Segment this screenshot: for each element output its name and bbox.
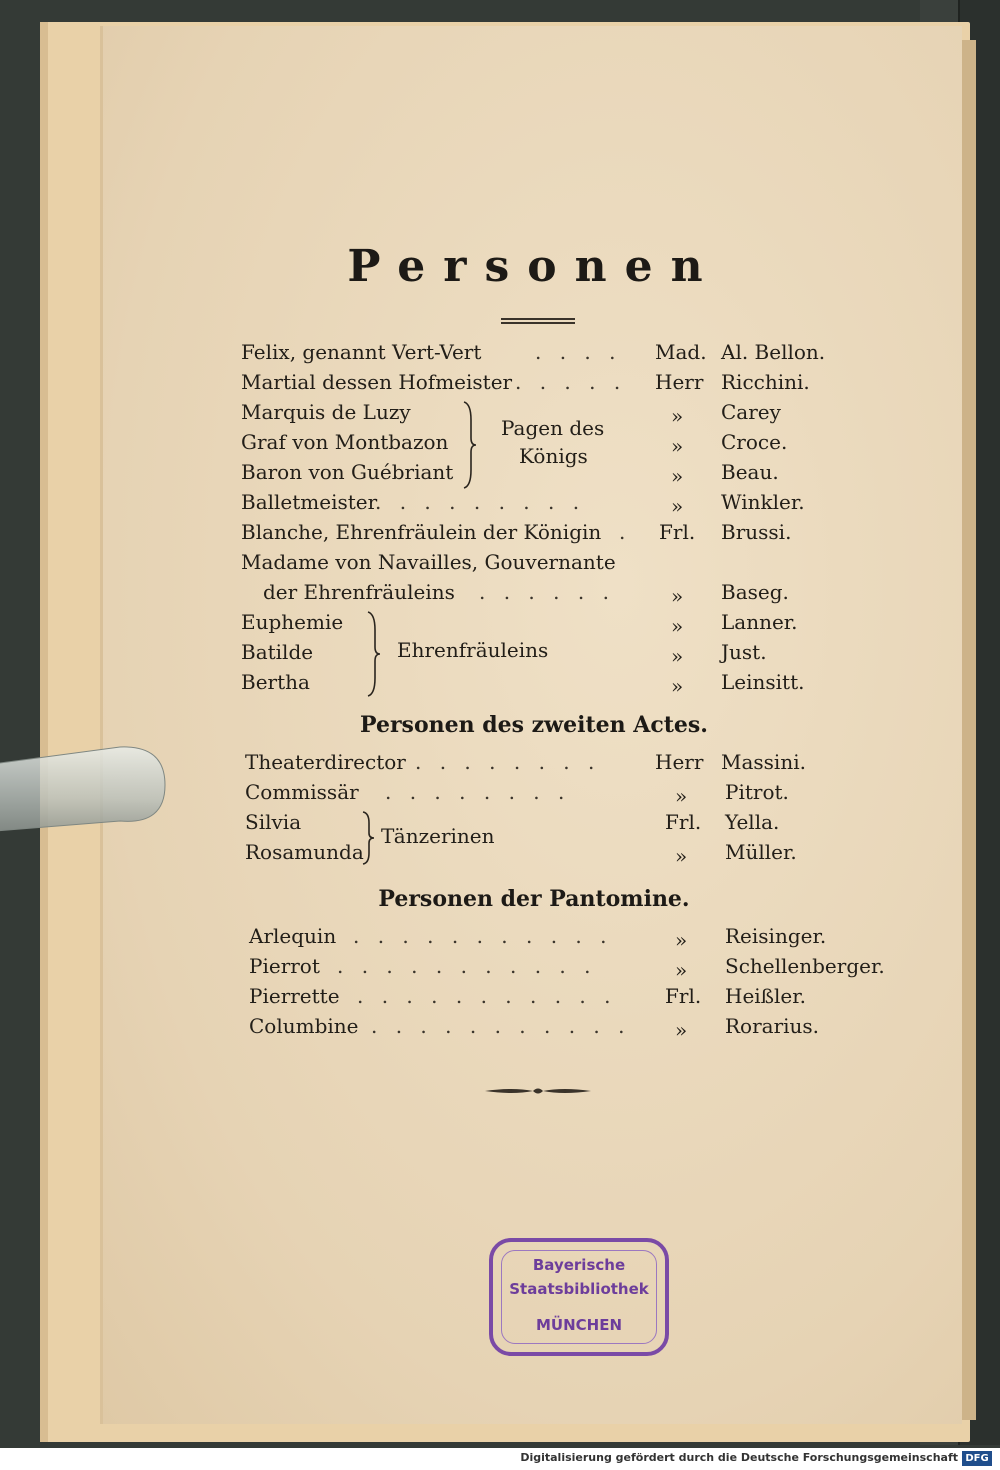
group-pages-line1: Pagen des	[501, 416, 605, 440]
document-page	[100, 26, 962, 1424]
act2-actor-1: Massini.	[721, 750, 806, 774]
group-pages-line2: Königs	[519, 444, 588, 468]
act2-title-2: »	[675, 784, 688, 808]
act2-title-4: »	[675, 844, 688, 868]
cast-role-3: Marquis de Luzy	[241, 400, 411, 424]
cast-title-3: »	[671, 404, 684, 428]
leader-dots: . . . . . . . . . . .	[353, 924, 613, 948]
panto-title-4: »	[675, 1018, 688, 1042]
cast-title-5: »	[671, 464, 684, 488]
stamp-line-2: Staatsbibliothek	[509, 1280, 649, 1298]
cast-actor-2: Ricchini.	[721, 370, 810, 394]
cast-actor-6: Winkler.	[721, 490, 805, 514]
leader-dots: . . . . . .	[479, 580, 615, 604]
act2-heading: Personen des zweiten Actes.	[360, 712, 708, 738]
title-rule	[501, 318, 575, 324]
group-dancers: Tänzerinen	[381, 824, 495, 848]
library-stamp	[489, 1238, 669, 1356]
cast-role-12: Bertha	[241, 670, 310, 694]
cast-role-1: Felix, genannt Vert-Vert	[241, 340, 482, 364]
leader-dots: . . . . .	[515, 370, 627, 394]
footer-bar	[0, 1448, 1000, 1470]
act2-title-1: Herr	[655, 750, 704, 774]
cast-actor-5: Beau.	[721, 460, 779, 484]
cast-actor-9: Baseg.	[721, 580, 789, 604]
panto-actor-3: Heißler.	[725, 984, 806, 1008]
dfg-logo: DFG	[962, 1451, 992, 1466]
cast-title-4: »	[671, 434, 684, 458]
act2-role-2: Commissär	[245, 780, 359, 804]
cast-title-7: Frl.	[659, 520, 696, 544]
panto-role-2: Pierrot	[249, 954, 320, 978]
cast-role-7: Blanche, Ehrenfräulein der Königin	[241, 520, 602, 544]
act2-actor-4: Müller.	[725, 840, 797, 864]
cast-role-8: Madame von Navailles, Gouvernante	[241, 550, 616, 574]
leader-dots: . . . . . . . . . . .	[371, 1014, 631, 1038]
cast-actor-12: Leinsitt.	[721, 670, 805, 694]
ornament-divider	[483, 1084, 593, 1098]
brace-pages	[461, 400, 477, 490]
cast-actor-10: Lanner.	[721, 610, 798, 634]
back-page-shadow	[40, 22, 48, 1442]
cast-title-10: »	[671, 614, 684, 638]
panto-role-4: Columbine	[249, 1014, 359, 1038]
cast-actor-1: Al. Bellon.	[721, 340, 826, 364]
panto-actor-4: Rorarius.	[725, 1014, 820, 1038]
panto-title-1: »	[675, 928, 688, 952]
panto-title-3: Frl.	[665, 984, 702, 1008]
act2-role-1: Theaterdirector	[245, 750, 406, 774]
cast-role-9: der Ehrenfräuleins	[263, 580, 455, 604]
cast-title-2: Herr	[655, 370, 704, 394]
cast-title-6: »	[671, 494, 684, 518]
act2-actor-2: Pitrot.	[725, 780, 789, 804]
leader-dots: . . . .	[535, 340, 622, 364]
cast-actor-11: Just.	[721, 640, 767, 664]
cast-actor-3: Carey	[721, 400, 781, 424]
panto-actor-2: Schellenberger.	[725, 954, 885, 978]
stamp-line-1: Bayerische	[532, 1256, 626, 1274]
cast-actor-4: Croce.	[721, 430, 788, 454]
cast-actor-7: Brussi.	[721, 520, 792, 544]
cast-role-11: Batilde	[241, 640, 314, 664]
act2-role-3: Silvia	[245, 810, 302, 834]
panto-title-2: »	[675, 958, 688, 982]
cast-role-6: Balletmeister	[241, 490, 378, 514]
panto-actor-1: Reisinger.	[725, 924, 827, 948]
act2-role-4: Rosamunda	[245, 840, 364, 864]
page-title: Personen	[347, 241, 721, 292]
leader-dots: . . . . . . . . . . .	[337, 954, 597, 978]
brace-dancers	[361, 810, 375, 866]
act2-actor-3: Yella.	[725, 810, 780, 834]
cast-title-9: »	[671, 584, 684, 608]
cast-role-5: Baron von Guébriant	[241, 460, 454, 484]
leader-dots: . . . . . . . .	[385, 780, 571, 804]
cast-role-4: Graf von Montbazon	[241, 430, 449, 454]
leader-dots: .	[619, 520, 632, 544]
cast-role-10: Euphemie	[241, 610, 344, 634]
stamp-line-3: MÜNCHEN	[535, 1316, 623, 1334]
panto-role-3: Pierrette	[249, 984, 340, 1008]
leader-dots: . . . . . . . . .	[375, 490, 586, 514]
panto-heading: Personen der Pantomine.	[378, 886, 690, 912]
act2-title-3: Frl.	[665, 810, 702, 834]
leader-dots: . . . . . . . .	[415, 750, 601, 774]
cast-role-2: Martial dessen Hofmeister	[241, 370, 513, 394]
cast-title-11: »	[671, 644, 684, 668]
leader-dots: . . . . . . . . . . .	[357, 984, 617, 1008]
panto-role-1: Arlequin	[249, 924, 337, 948]
cast-title-1: Mad.	[655, 340, 707, 364]
group-ladies: Ehrenfräuleins	[397, 638, 549, 662]
page-clip	[0, 745, 170, 835]
brace-ladies	[365, 610, 381, 698]
footer-text: Digitalisierung gefördert durch die Deutsche Forschungsgemeinschaft	[520, 1451, 958, 1464]
cast-title-12: »	[671, 674, 684, 698]
